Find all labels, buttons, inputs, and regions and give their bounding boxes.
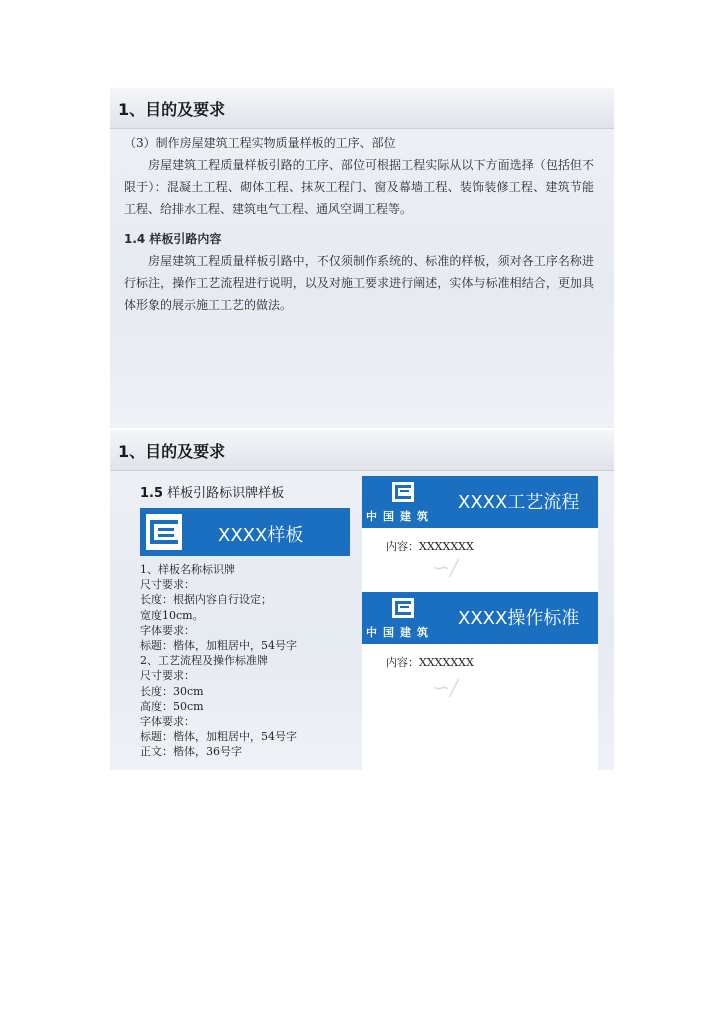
sign-spec-list: 1、样板名称标识牌 尺寸要求： 长度：根据内容自行设定； 宽度10cm。 字体要求： 标题：楷体，加粗居中，54号字 2、工艺流程及操作标准牌 尺寸要求： 长度：30cm 高度：50cm 字体要求： 标题：楷体，加粗居中，54号字 正文：楷体，36号字 [140,563,297,759]
company-name: 中国建筑 [366,626,434,639]
slide-1-header [110,88,614,129]
process-flow-sign [362,476,598,528]
watermark: ∽∕ [432,556,458,581]
cscec-logo-icon [392,598,414,618]
sample-sign-title: XXXX样板 [218,525,304,546]
operation-standard-sign [362,592,598,644]
slide-1-title: 1、目的及要求 [118,100,226,119]
slide-2-title: 1、目的及要求 [118,442,226,461]
section-1-4-heading: 1.4 样板引路内容 [124,232,222,246]
paragraph-2: 房屋建筑工程质量样板引路中，不仅须制作系统的、标准的样板，须对各工序名称进行标注，操作工艺流程进行说明，以及对施工要求进行阐述，实体与标准相结合，更加具体形象的展示施工工艺的做法。 [124,254,594,312]
cscec-logo-icon [392,482,414,502]
slide-2-header [110,430,614,471]
section-title: 样板引路标识牌样板 [167,486,285,501]
paragraph-1: 房屋建筑工程质量样板引路的工序、部位可根据工程实际从以下方面选择（包括但不限于）：混凝土工程、砌体工程、抹灰工程门、窗及幕墙工程、装饰装修工程、建筑节能工程、给排水工程、建筑电气工程、通风空调工程等。 [124,158,594,216]
cscec-logo-icon [146,514,182,550]
operation-standard-content: 内容：XXXXXXX [386,656,474,669]
slide-2 [110,430,614,770]
sample-name-sign [140,508,350,556]
watermark: ∽∕ [432,676,458,701]
slide-1 [110,88,614,428]
company-name: 中国建筑 [366,510,434,523]
operation-standard-title: XXXX操作标准 [458,608,580,629]
section-number: 1.5 [140,486,164,501]
section-1-5-heading [140,482,284,501]
process-flow-title: XXXX工艺流程 [458,492,580,513]
item-3-text: （3）制作房屋建筑工程实物质量样板的工序、部位 [124,136,396,150]
process-flow-content: 内容：XXXXXXX [386,540,474,553]
process-signs-panel [362,476,598,770]
